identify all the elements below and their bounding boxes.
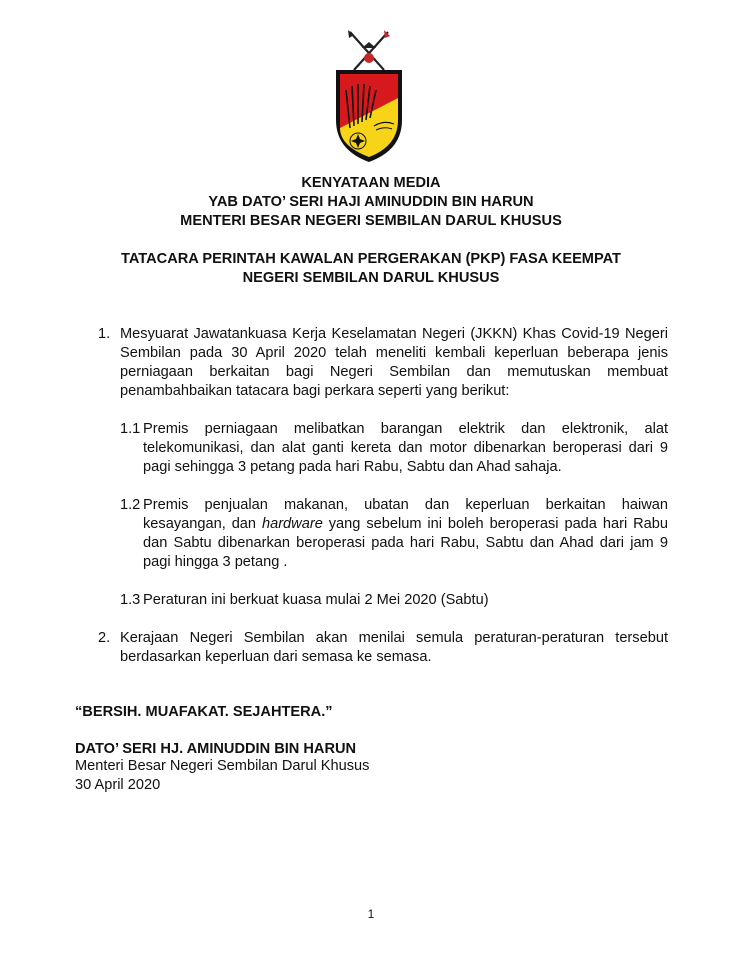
header-line-2: YAB DATO’ SERI HAJI AMINUDDIN BIN HARUN [208, 194, 534, 210]
item-2-text: Kerajaan Negeri Sembilan akan menilai semula peraturan-peraturan tersebut berdasarkan keperluan dari semasa ke semasa. [120, 630, 668, 665]
state-crest-logo [328, 28, 410, 163]
motto: “BERSIH. MUAFAKAT. SEJAHTERA.” [75, 704, 333, 720]
item-1-2-text-before: Premis penjualan makanan, ubatan dan keperluan berkaitan haiwan kesayangan, dan [143, 497, 668, 532]
title-line-2: NEGERI SEMBILAN DARUL KHUSUS [242, 270, 500, 286]
item-1-1-text [143, 420, 668, 477]
header-line-3: MENTERI BESAR NEGERI SEMBILAN DARUL KHUSUS [180, 213, 562, 229]
item-1-3-text: Peraturan ini berkuat kuasa mulai 2 Mei 2020 (Sabtu) [143, 592, 489, 608]
item-1-text: Mesyuarat Jawatankuasa Kerja Keselamatan Negeri (JKKN) Khas Covid-19 Negeri Sembilan pada 30 April 2020 telah meneliti kembali keperluan beberapa jenis perniagaan berkaitan bagi Negeri Sembilan dan memutuskan membuat penambahbaikan tatacara bagi perkara seperti yang berikut: [120, 326, 668, 399]
star-icon [350, 133, 366, 149]
signature-position: Menteri Besar Negeri Sembilan Darul Khusus [75, 758, 370, 774]
item-1-2-text [143, 496, 668, 572]
item-1-1-body: Premis perniagaan melibatkan barangan elektrik dan elektronik, alat telekomunikasi, dan alat ganti kereta dan motor dibenarkan beroperasi dari 9 pagi sehingga 3 petang pada hari Rabu, Sabtu dan Ahad sahaja. [143, 421, 668, 475]
item-1-2-text-after: yang sebelum ini boleh beroperasi pada hari Rabu dan Sabtu dibenarkan beroperasi pada hari Rabu, Sabtu dan Ahad dari jam 9 pagi hingga 3 petang . [143, 516, 668, 570]
header-line-1: KENYATAAN MEDIA [301, 175, 441, 191]
title-line-1: TATACARA PERINTAH KAWALAN PERGERAKAN (PKP) FASA KEEMPAT [121, 251, 621, 267]
crossed-weapons-icon [350, 32, 388, 70]
item-1-2-number: 1.2 [120, 497, 141, 513]
item-2-number: 2. [98, 630, 111, 646]
signature-date: 30 April 2020 [75, 777, 161, 793]
page-number: 1 [367, 907, 375, 921]
signature-name: DATO’ SERI HJ. AMINUDDIN BIN HARUN [75, 741, 357, 757]
item-1-number: 1. [98, 326, 111, 342]
item-1-2-italic: hardware [261, 516, 323, 532]
item-1-1-number: 1.1 [120, 421, 141, 437]
item-1-3-number: 1.3 [120, 592, 141, 608]
